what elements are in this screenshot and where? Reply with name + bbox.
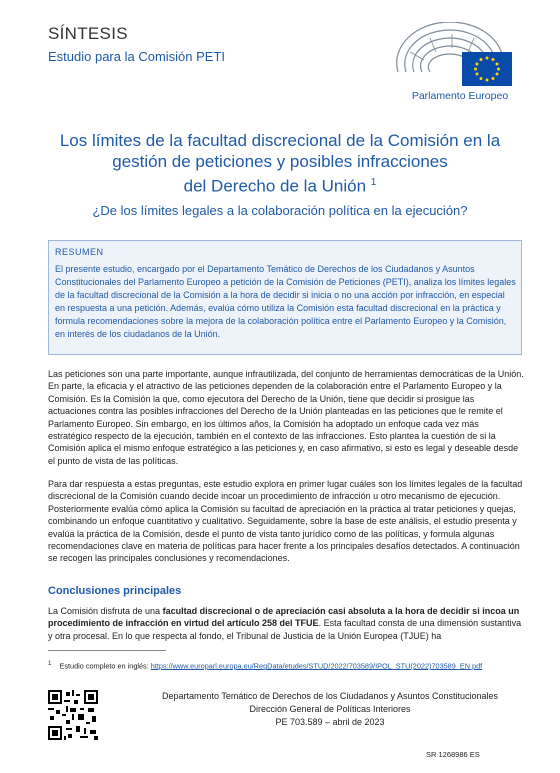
title-line: gestión de peticiones y posibles infracciones	[112, 152, 448, 171]
page-title	[30, 130, 530, 197]
footnote-text: Estudio completo en inglés:	[59, 661, 151, 671]
title-line: Los límites de la facultad discrecional de la Comisión en la	[59, 131, 501, 150]
text-run: La Comisión disfruta de una	[48, 606, 163, 616]
footnote-number: 1	[48, 660, 52, 667]
footnote-divider	[48, 650, 166, 651]
document-kicker: SÍNTESIS	[48, 24, 128, 43]
section-heading: Conclusiones principales	[48, 585, 182, 597]
bold-text-run: facultad discrecional o de apreciación casi absoluta a la hora de decidir si incoa un procedimiento de infracción en virtud del artículo 258 del TFUE	[48, 606, 520, 629]
logo-wordmark: Parlamento Europeo	[411, 90, 509, 102]
body-paragraph: Para dar respuesta a estas preguntas, este estudio explora en primer lugar cuáles son los límites legales de la facultad discrecional de la Comisión cuando decide incoar un procedimiento de infracción u otro mecanismo de ejecución. Posteriormente evalúa cómo aplica la Comisión su facultad de apreciación en la práctica al tratar peticiones y quejas, combinando un enfoque cuantitativo y cualitativo. Seguidamente, sobre la base de este análisis, el estudio presenta y evalúa la práctica de la Comisión, desde el punto de vista tanto jurídico como de las políticas, y formula algunas recomendaciones clave en materia de políticas para hacer frente a los principales desafíos detectados. A continuación se recogen las principales conclusiones y recomendaciones.	[48, 479, 523, 564]
summary-text: El presente estudio, encargado por el Departamento Temático de Derechos de los Ciudadanos y Asuntos Constitucionales del Parlamento Europeo a petición de la Comisión de Peticiones (PETI), analiza los límites legales de la facultad discrecional de la Comisión a la hora de decidir si inicia o no una acción por infracción, en especial en respuesta a una petición. Además, evalúa cómo utiliza la Comisión esta facultad discrecional en la práctica y formula recomendaciones sobre la mejora de la colaboración política entre el Parlamento Europeo y la Comisión, en interés de los ciudadanos de la Unión.	[55, 264, 516, 339]
text-run: . Esta facultad consta de una dimensión sustantiva y otra procesal. En lo que respecta al fondo, el Tribunal de Justicia de la Unión Europea (TJUE) ha	[48, 618, 522, 641]
full-study-link[interactable]: https://www.europarl.europa.eu/RegData/etudes/STUD/2022/703589/IPOL_STU(2022)703589_EN.pdf	[150, 661, 483, 671]
title-line	[30, 172, 530, 197]
footnote-marker[interactable]: 1	[370, 177, 377, 188]
body-paragraph: Las peticiones son una parte importante, aunque infrautilizada, del conjunto de herramientas democráticas de la Unión. En parte, la eficacia y el atractivo de las peticiones dependen de la colaboración entre el Parlamento Europeo y la Comisión. Es la Comisión la que, como ejecutora del Derecho de la Unión, tiene que decidir si prosigue las actuaciones contra las posibles infracciones del Derecho de la Unión planteadas en las peticiones que le remite el Parlamento Europeo. Sin embargo, en los últimos años, la Comisión ha adoptado un enfoque cada vez más estratégico respecto de la ejecución, también en el contexto de las infracciones. Esto plantea la cuestión de si la Comisión aplica el mismo enfoque estratégico a las peticiones y, en caso afirmativo, si esto es legal y deseable desde el punto de vista de las políticas.	[48, 369, 524, 466]
summary-box	[48, 240, 522, 355]
study-for-label: Estudio para la Comisión PETI	[48, 49, 226, 64]
footer-dept-line: Departamento Temático de Derechos de los Ciudadanos y Asuntos Constitucionales	[161, 691, 499, 701]
body-paragraph	[48, 605, 524, 642]
footer-ref-line: PE 703.589 – abril de 2023	[275, 717, 385, 727]
footer-department	[130, 690, 530, 729]
footnote	[48, 660, 538, 670]
qr-code-icon	[48, 690, 98, 740]
document-code: SR 1268986 ES	[426, 750, 480, 759]
summary-heading: RESUMEN	[55, 247, 104, 257]
page-subtitle: ¿De los límites legales a la colaboración política en la ejecución?	[92, 203, 468, 218]
title-line-text: del Derecho de la Unión	[183, 176, 367, 196]
footer-directorate-line: Dirección General de Políticas Interiores	[249, 704, 411, 714]
